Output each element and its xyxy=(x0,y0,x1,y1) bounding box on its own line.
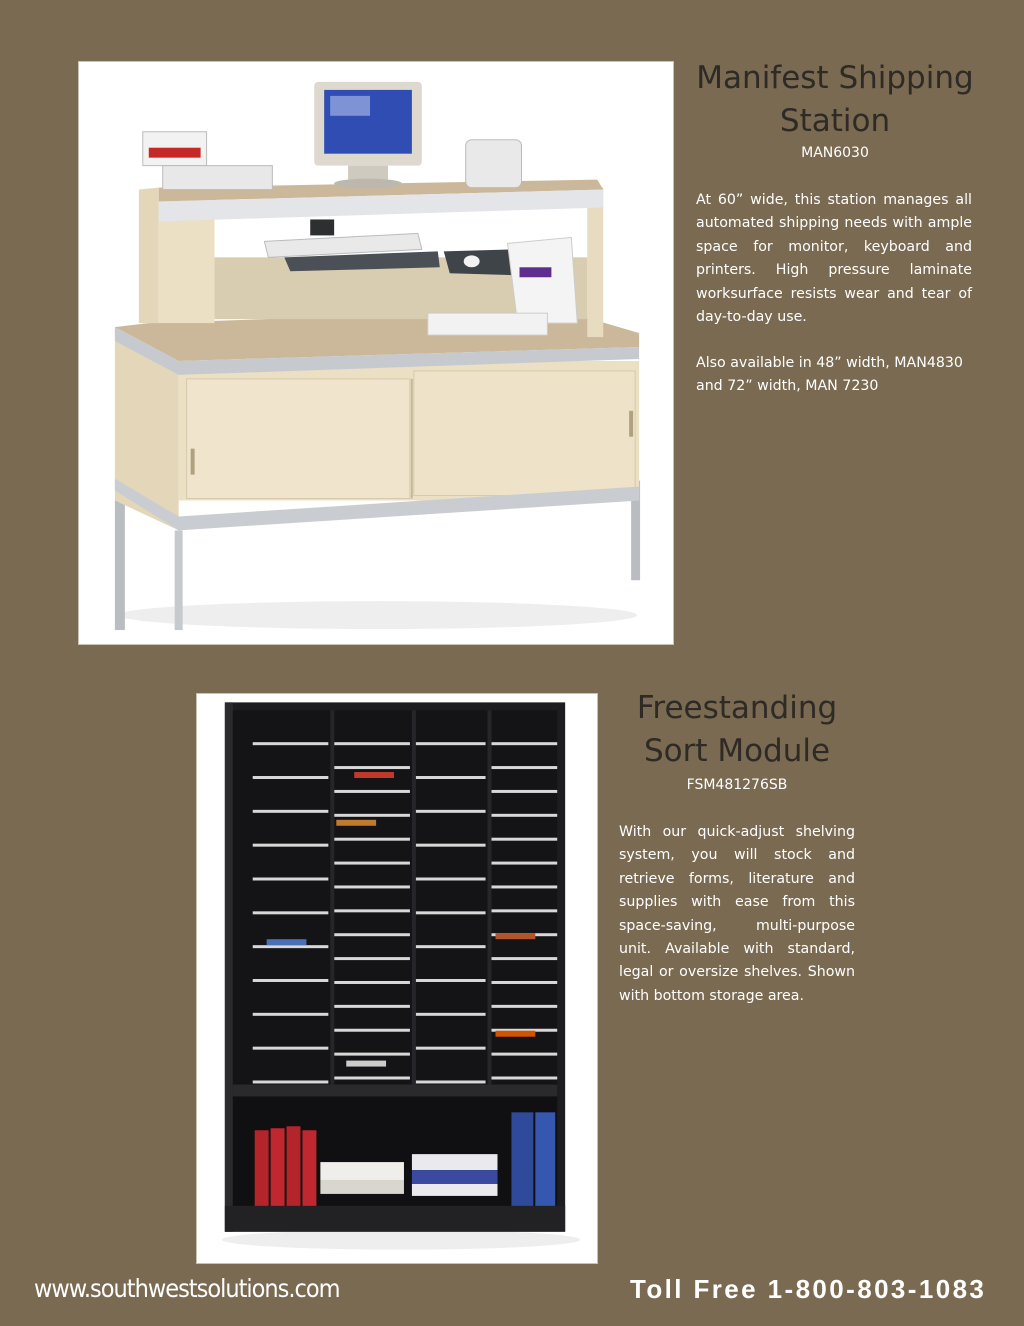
shelf xyxy=(416,742,486,745)
shelf xyxy=(334,981,410,984)
shelf xyxy=(416,945,486,948)
shelf xyxy=(334,742,410,745)
availability-line2: and 72” width, MAN 7230 xyxy=(696,378,879,395)
product-title-line1: Freestanding xyxy=(636,690,838,726)
shelf xyxy=(334,1077,410,1080)
shelf xyxy=(334,814,410,817)
shelf xyxy=(253,1047,329,1050)
literature-stack xyxy=(496,1031,536,1037)
website-link[interactable]: www.southwestsolutions.com xyxy=(34,1274,340,1303)
shelf xyxy=(416,979,486,982)
shelf xyxy=(334,957,410,960)
availability-line1: Also available in 48” width, MAN4830 xyxy=(696,355,963,371)
product-description: At 60” wide, this station manages all automated shipping needs with ample space for monitor, keyboard and printers. High pressure laminate worksurface resists wear and tear of day-to-day use. xyxy=(696,192,972,326)
divider xyxy=(412,710,416,1084)
literature-stack xyxy=(336,820,376,826)
shelf xyxy=(492,1077,558,1080)
shelf xyxy=(253,945,329,948)
model-number: MAN6030 xyxy=(801,145,869,161)
literature-stack xyxy=(354,772,394,778)
literature-stack xyxy=(346,1061,386,1067)
shelf xyxy=(416,878,486,881)
shelf xyxy=(334,885,410,888)
product-title-line2: Sort Module xyxy=(643,733,831,769)
shelf xyxy=(492,957,558,960)
shelf xyxy=(334,790,410,793)
shelf xyxy=(334,766,410,769)
shelf xyxy=(334,1005,410,1008)
shelf xyxy=(253,844,329,847)
sort-module-illustration xyxy=(197,694,597,1263)
shelf xyxy=(334,838,410,841)
literature-stack xyxy=(496,933,536,939)
shelf xyxy=(334,1029,410,1032)
product-title xyxy=(618,687,856,773)
shelf xyxy=(492,862,558,865)
shelf xyxy=(416,776,486,779)
shelf xyxy=(416,810,486,813)
product-title xyxy=(690,57,980,143)
shelf xyxy=(416,1080,486,1083)
availability-note xyxy=(696,352,976,399)
phone-number[interactable]: Toll Free 1-800-803-1083 xyxy=(630,1274,987,1304)
shipping-station-photo xyxy=(78,61,674,645)
shelf xyxy=(253,742,329,745)
shelf xyxy=(253,878,329,881)
shelf xyxy=(253,911,329,914)
shipping-station-illustration xyxy=(79,62,673,644)
divider xyxy=(488,710,492,1084)
shelf xyxy=(253,810,329,813)
shelf xyxy=(416,1013,486,1016)
shelf xyxy=(253,1013,329,1016)
product-title-line2: Station xyxy=(779,103,891,139)
shelf xyxy=(492,1005,558,1008)
shelf xyxy=(492,838,558,841)
shelf xyxy=(253,1080,329,1083)
literature-stack xyxy=(267,939,307,945)
shelf xyxy=(492,742,558,745)
shelf xyxy=(492,766,558,769)
shelf xyxy=(492,814,558,817)
shelf xyxy=(492,790,558,793)
divider xyxy=(330,710,334,1084)
shelf xyxy=(416,1047,486,1050)
shelf xyxy=(334,862,410,865)
product-description: With our quick-adjust shelving system, you will stock and retrieve forms, literature and supplies with ease from this space-saving, multi-purpose unit. Available with standard, legal or oversize shelves. Shown with bottom storage area. xyxy=(619,824,855,1004)
shelf xyxy=(253,979,329,982)
shelf xyxy=(492,1053,558,1056)
shelf xyxy=(492,885,558,888)
shelf xyxy=(416,844,486,847)
shelf xyxy=(334,909,410,912)
model-number: FSM481276SB xyxy=(686,777,788,793)
shelf xyxy=(334,933,410,936)
shelf xyxy=(416,911,486,914)
shelf xyxy=(334,1053,410,1056)
product-title-line1: Manifest Shipping xyxy=(696,60,974,96)
shelf xyxy=(253,776,329,779)
shelf xyxy=(492,909,558,912)
sort-module-photo xyxy=(196,693,598,1264)
shelf xyxy=(492,981,558,984)
